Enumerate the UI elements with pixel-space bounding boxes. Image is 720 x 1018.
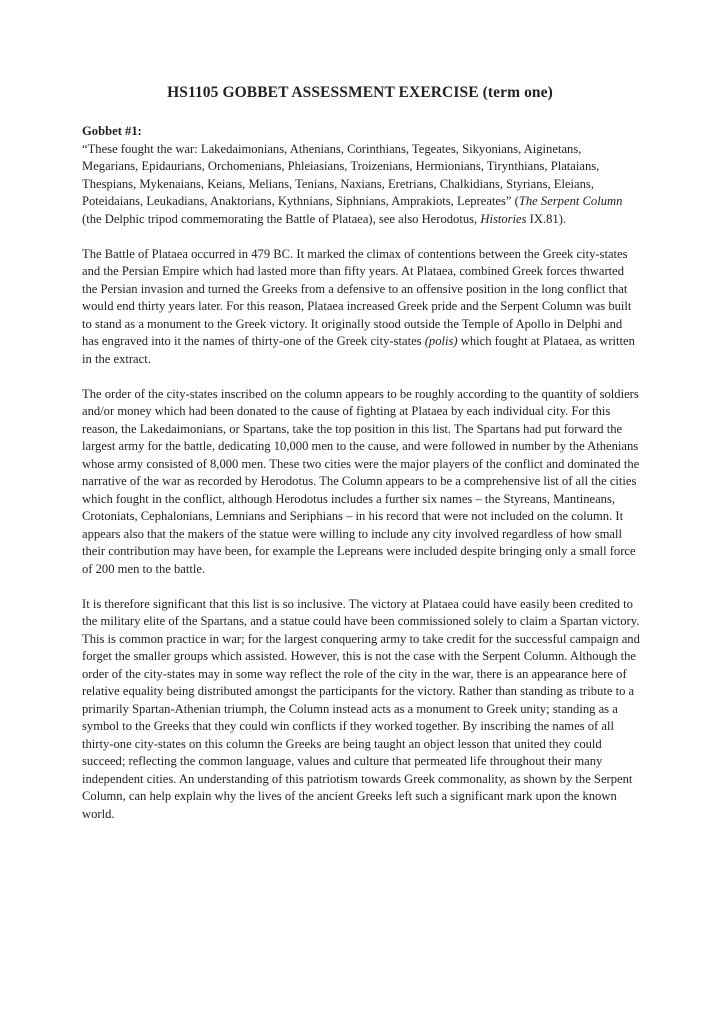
intro-text-1: The Battle of Plataea occurred in 479 BC. It marked the climax of contentions between the Greek city-states and the Persian Empire which had lasted more than fifty years. At Plataea, combined Greek forces thwarted the Persian invasion and turned the Greeks from a defensive to an offensive position in the long conflict that would end thirty years later. For this reason, Plataea increased Greek pride and the Serpent Column was built to stand as a monument to the Greek victory. It originally stood outside the Temple of Apollo in Delphi and has engraved into it the names of thirty-one of the Greek city-states xyxy=(82,246,632,348)
quote-source-mid: (the Delphic tripod commemorating the Battle of Plataea), see also Herodotus, xyxy=(82,211,481,226)
intro-text-2: which fought at Plataea, as written in the extract. xyxy=(82,334,635,366)
quote-source-end: IX.81). xyxy=(526,211,567,226)
document-body xyxy=(82,123,640,823)
document-title: HS1105 GOBBET ASSESSMENT EXERCISE (term one) xyxy=(167,84,553,101)
gobbet-heading: Gobbet #1: xyxy=(82,124,142,138)
quote-source-work: Histories xyxy=(480,211,527,226)
intro-polis-term: (polis) xyxy=(424,334,458,348)
significance-paragraph: It is therefore significant that this list is so inclusive. The victory at Plataea could have easily been credited to the military elite of the Spartans, and a statue could have been commissioned solely to claim a Spartan victory. This is common practice in war; for the largest conquering army to take credit for the successful campaign and forget the smaller groups which assisted. However, this is not the case with the Serpent Column. Although the order of the city-states may in some way reflect the role of the city in the war, there is an appearance here of relative equality being distributed amongst the participants for the victory. Rather than standing as tribute to a primarily Spartan-Athenian triumph, the Column instead acts as a monument to Greek unity; standing as a symbol to the Greeks that they could win conflicts if they worked together. By inscribing the names of all thirty-one city-states on this column the Greeks are being taught an object lesson that united they could succeed; reflecting the common language, values and culture that permeated life throughout their many independent cities. An understanding of this patriotism towards Greek commonality, as shown by the Serpent Column, can help explain why the lives of the ancient Greeks left such a significant mark upon the known world. xyxy=(82,596,640,821)
order-paragraph: The order of the city-states inscribed on the column appears to be roughly according to the quantity of soldiers and/or money which had been donated to the cause of fighting at Plataea by each individual city. For this reason, the Lakedaimonians, or Spartans, take the top position in this list. The Spartans had put forward the largest army for the battle, dedicating 10,000 men to the cause, and were followed in number by the Athenians whose army consisted of 8,000 men. These two cities were the major players of the conflict and dominated the narrative of the war as recorded by Herodotus. The Column appears to be a comprehensive list of all the cities which fought in the conflict, although Herodotus includes a further six names – the Styreans, Mantineans, Crotoniats, Cephalonians, Lemnians and Seriphians – in his record that were not included on the column. It appears also that the makers of the statue were willing to include any city involved regardless of how small their contribution may have been, for example the Lepreans were included despite bringing only a small force of 200 men to the battle. xyxy=(82,386,640,576)
gobbet-quote-paragraph xyxy=(82,141,640,229)
quote-text: “These fought the war: Lakedaimonians, Athenians, Corinthians, Tegeates, Sikyonians, Aiginetans, Megarians, Epidaurians, Orchomenians, Phleiasians, Troizenians, Hermionians, Tirynthians, Plataians, Thespians, Mykenaians, Keians, Melians, Tenians, Naxians, Eretrians, Chalkidians, Styrians, Eleians, Poteidaians, Leukadians, Anaktorians, Kythnians, Siphnians, Amprakiots, Lepreates” ( xyxy=(82,141,600,208)
intro-paragraph xyxy=(82,246,640,369)
quote-source-title: The Serpent Column xyxy=(518,194,623,208)
